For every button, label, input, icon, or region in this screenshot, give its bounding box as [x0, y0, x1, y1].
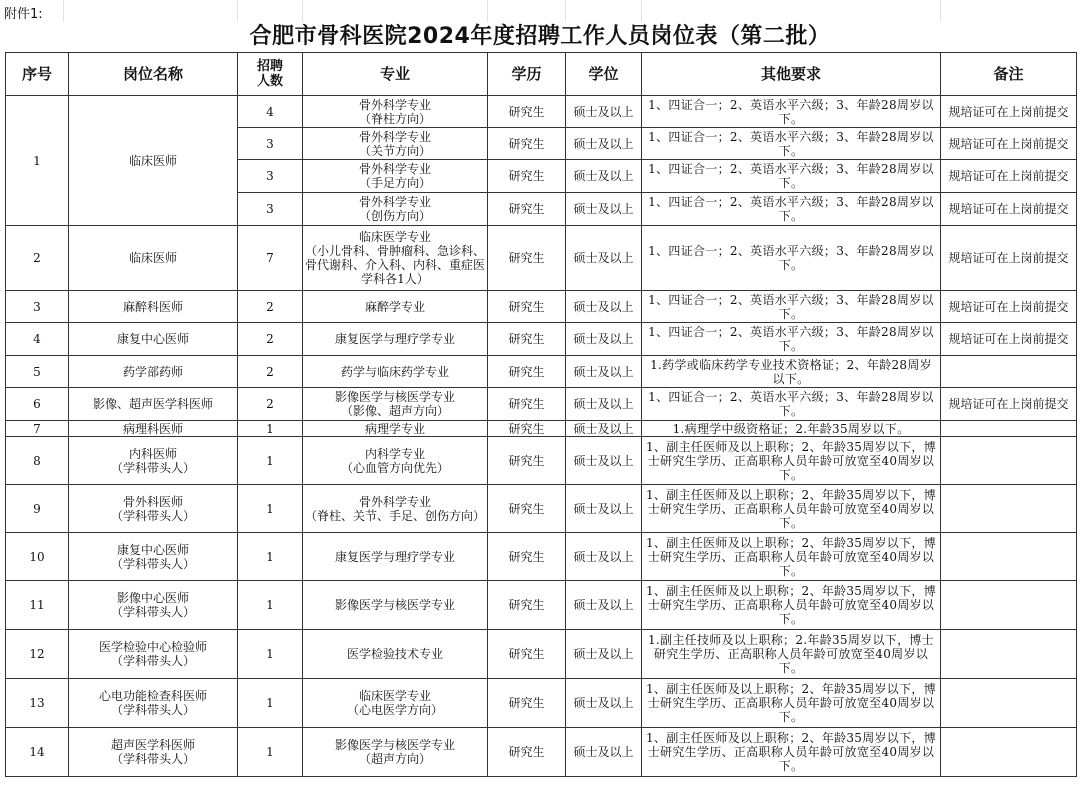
table-row: [6, 96, 1077, 128]
cell-education: 研究生: [488, 437, 566, 485]
cell-degree: 硕士及以上: [566, 581, 642, 630]
col-header-count: 招聘 人数: [238, 53, 303, 96]
cell-major: 临床医学专业 （小儿骨科、骨肿瘤科、急诊科、骨代谢科、介入科、内科、重症医学科各1人）: [303, 226, 488, 291]
cell-count: 2: [238, 291, 303, 323]
col-header-degree: 学位: [566, 53, 642, 96]
cell-requirements: 1、四证合一；2、英语水平六级；3、年龄28周岁以下。: [642, 160, 941, 193]
col-header-requirements: 其他要求: [642, 53, 941, 96]
cell-requirements: 1、四证合一；2、英语水平六级；3、年龄28周岁以下。: [642, 96, 941, 128]
cell-education: 研究生: [488, 96, 566, 128]
cell-education: 研究生: [488, 193, 566, 226]
cell-requirements: 1、副主任医师及以上职称；2、年龄35周岁以下，博士研究生学历、正高职称人员年龄可放宽至40周岁以下。: [642, 437, 941, 485]
page-title: 合肥市骨科医院2024年度招聘工作人员岗位表（第二批）: [249, 24, 831, 49]
cell-count: 1: [238, 437, 303, 485]
cell-post: 骨外科医师 （学科带头人）: [69, 485, 238, 533]
cell-requirements: 1、四证合一；2、英语水平六级；3、年龄28周岁以下。: [642, 226, 941, 291]
cell-notes: [941, 421, 1077, 437]
cell-education: 研究生: [488, 291, 566, 323]
cell-requirements: 1.副主任技师及以上职称；2.年龄35周岁以下，博士研究生学历、正高职称人员年龄可放宽至40周岁以下。: [642, 630, 941, 679]
cell-degree: 硕士及以上: [566, 160, 642, 193]
cell-post: 内科医师 （学科带头人）: [69, 437, 238, 485]
cell-major: 临床医学专业 （心电医学方向）: [303, 679, 488, 728]
cell-degree: 硕士及以上: [566, 630, 642, 679]
cell-notes: [941, 485, 1077, 533]
table-row: [6, 485, 1077, 533]
table-row: [6, 226, 1077, 291]
cell-education: 研究生: [488, 679, 566, 728]
cell-no: 7: [6, 421, 69, 437]
cell-post: 临床医师: [69, 96, 238, 226]
cell-no: 3: [6, 291, 69, 323]
cell-notes: 规培证可在上岗前提交: [941, 323, 1077, 356]
cell-major: 影像医学与核医学专业 （影像、超声方向）: [303, 388, 488, 421]
cell-notes: 规培证可在上岗前提交: [941, 160, 1077, 193]
cell-degree: 硕士及以上: [566, 533, 642, 581]
cell-notes: [941, 630, 1077, 679]
cell-no: 6: [6, 388, 69, 421]
cell-no: 8: [6, 437, 69, 485]
col-header-education: 学历: [488, 53, 566, 96]
cell-requirements: 1、副主任医师及以上职称；2、年龄35周岁以下，博士研究生学历、正高职称人员年龄可放宽至40周岁以下。: [642, 581, 941, 630]
cell-degree: 硕士及以上: [566, 291, 642, 323]
cell-notes: [941, 728, 1077, 777]
cell-post: 康复中心医师 （学科带头人）: [69, 533, 238, 581]
cell-count: 1: [238, 728, 303, 777]
cell-major: 康复医学与理疗学专业: [303, 533, 488, 581]
cell-no: 4: [6, 323, 69, 356]
cell-requirements: 1.病理学中级资格证；2.年龄35周岁以下。: [642, 421, 941, 437]
cell-notes: [941, 437, 1077, 485]
col-header-no: 序号: [6, 53, 69, 96]
cell-education: 研究生: [488, 485, 566, 533]
cell-no: 5: [6, 356, 69, 388]
cell-notes: [941, 356, 1077, 388]
cell-count: 1: [238, 533, 303, 581]
header-row: [6, 53, 1077, 96]
cell-education: 研究生: [488, 728, 566, 777]
cell-notes: 规培证可在上岗前提交: [941, 128, 1077, 160]
table-row: [6, 421, 1077, 437]
spreadsheet-gridlines: [0, 0, 1080, 22]
cell-degree: 硕士及以上: [566, 128, 642, 160]
cell-education: 研究生: [488, 533, 566, 581]
cell-requirements: 1、四证合一；2、英语水平六级；3、年龄28周岁以下。: [642, 193, 941, 226]
table-row: [6, 728, 1077, 777]
cell-post: 超声医学科医师 （学科带头人）: [69, 728, 238, 777]
table-row: [6, 679, 1077, 728]
table-row: [6, 291, 1077, 323]
cell-notes: 规培证可在上岗前提交: [941, 193, 1077, 226]
cell-count: 1: [238, 630, 303, 679]
cell-degree: 硕士及以上: [566, 323, 642, 356]
cell-education: 研究生: [488, 128, 566, 160]
cell-major: 骨外科学专业 （手足方向）: [303, 160, 488, 193]
cell-post: 心电功能检查科医师 （学科带头人）: [69, 679, 238, 728]
cell-count: 1: [238, 581, 303, 630]
cell-major: 骨外科学专业 （关节方向）: [303, 128, 488, 160]
cell-degree: 硕士及以上: [566, 388, 642, 421]
cell-count: 3: [238, 193, 303, 226]
table-row: [6, 356, 1077, 388]
cell-no: 14: [6, 728, 69, 777]
cell-post: 麻醉科医师: [69, 291, 238, 323]
cell-count: 7: [238, 226, 303, 291]
cell-requirements: 1、四证合一；2、英语水平六级；3、年龄28周岁以下。: [642, 128, 941, 160]
cell-education: 研究生: [488, 226, 566, 291]
table-row: [6, 630, 1077, 679]
cell-post: 康复中心医师: [69, 323, 238, 356]
cell-count: 2: [238, 323, 303, 356]
cell-degree: 硕士及以上: [566, 437, 642, 485]
cell-no: 11: [6, 581, 69, 630]
table-row: [6, 581, 1077, 630]
cell-degree: 硕士及以上: [566, 193, 642, 226]
cell-requirements: 1、副主任医师及以上职称；2、年龄35周岁以下，博士研究生学历、正高职称人员年龄可放宽至40周岁以下。: [642, 485, 941, 533]
cell-count: 1: [238, 679, 303, 728]
cell-major: 麻醉学专业: [303, 291, 488, 323]
cell-requirements: 1、副主任医师及以上职称；2、年龄35周岁以下，博士研究生学历、正高职称人员年龄可放宽至40周岁以下。: [642, 533, 941, 581]
cell-count: 3: [238, 160, 303, 193]
table-row: [6, 388, 1077, 421]
cell-major: 骨外科学专业 （脊柱方向）: [303, 96, 488, 128]
cell-notes: 规培证可在上岗前提交: [941, 226, 1077, 291]
cell-education: 研究生: [488, 160, 566, 193]
cell-degree: 硕士及以上: [566, 421, 642, 437]
recruitment-table: [5, 52, 1077, 777]
cell-no: 1: [6, 96, 69, 226]
table-row: [6, 533, 1077, 581]
cell-degree: 硕士及以上: [566, 96, 642, 128]
col-header-post: 岗位名称: [69, 53, 238, 96]
cell-notes: [941, 533, 1077, 581]
cell-degree: 硕士及以上: [566, 728, 642, 777]
cell-notes: 规培证可在上岗前提交: [941, 291, 1077, 323]
cell-post: 临床医师: [69, 226, 238, 291]
cell-requirements: 1、四证合一；2、英语水平六级；3、年龄28周岁以下。: [642, 291, 941, 323]
cell-post: 药学部药师: [69, 356, 238, 388]
cell-degree: 硕士及以上: [566, 356, 642, 388]
table-row: [6, 323, 1077, 356]
cell-major: 内科学专业 （心血管方向优先）: [303, 437, 488, 485]
cell-count: 2: [238, 356, 303, 388]
cell-notes: 规培证可在上岗前提交: [941, 388, 1077, 421]
cell-education: 研究生: [488, 630, 566, 679]
cell-requirements: 1、副主任医师及以上职称；2、年龄35周岁以下，博士研究生学历、正高职称人员年龄可放宽至40周岁以下。: [642, 679, 941, 728]
col-header-major: 专业: [303, 53, 488, 96]
cell-requirements: 1、四证合一；2、英语水平六级；3、年龄28周岁以下。: [642, 388, 941, 421]
cell-notes: 规培证可在上岗前提交: [941, 96, 1077, 128]
cell-major: 骨外科学专业 （脊柱、关节、手足、创伤方向）: [303, 485, 488, 533]
cell-no: 13: [6, 679, 69, 728]
cell-major: 病理学专业: [303, 421, 488, 437]
cell-count: 4: [238, 96, 303, 128]
cell-count: 1: [238, 421, 303, 437]
table-row: [6, 437, 1077, 485]
cell-major: 骨外科学专业 （创伤方向）: [303, 193, 488, 226]
cell-no: 2: [6, 226, 69, 291]
cell-count: 1: [238, 485, 303, 533]
col-header-notes: 备注: [941, 53, 1077, 96]
cell-education: 研究生: [488, 581, 566, 630]
cell-degree: 硕士及以上: [566, 226, 642, 291]
cell-post: 病理科医师: [69, 421, 238, 437]
cell-no: 12: [6, 630, 69, 679]
cell-major: 康复医学与理疗学专业: [303, 323, 488, 356]
cell-degree: 硕士及以上: [566, 679, 642, 728]
cell-degree: 硕士及以上: [566, 485, 642, 533]
cell-notes: [941, 679, 1077, 728]
cell-major: 医学检验技术专业: [303, 630, 488, 679]
cell-education: 研究生: [488, 356, 566, 388]
cell-post: 影像中心医师 （学科带头人）: [69, 581, 238, 630]
cell-major: 影像医学与核医学专业 （超声方向）: [303, 728, 488, 777]
cell-requirements: 1、四证合一；2、英语水平六级；3、年龄28周岁以下。: [642, 323, 941, 356]
cell-major: 药学与临床药学专业: [303, 356, 488, 388]
cell-post: 医学检验中心检验师 （学科带头人）: [69, 630, 238, 679]
cell-no: 10: [6, 533, 69, 581]
cell-count: 2: [238, 388, 303, 421]
cell-education: 研究生: [488, 421, 566, 437]
cell-education: 研究生: [488, 388, 566, 421]
cell-post: 影像、超声医学科医师: [69, 388, 238, 421]
cell-requirements: 1.药学或临床药学专业技术资格证；2、年龄28周岁以下。: [642, 356, 941, 388]
cell-major: 影像医学与核医学专业: [303, 581, 488, 630]
cell-education: 研究生: [488, 323, 566, 356]
cell-requirements: 1、副主任医师及以上职称；2、年龄35周岁以下，博士研究生学历、正高职称人员年龄可放宽至40周岁以下。: [642, 728, 941, 777]
cell-count: 3: [238, 128, 303, 160]
cell-no: 9: [6, 485, 69, 533]
attachment-label: 附件1:: [4, 7, 43, 22]
cell-notes: [941, 581, 1077, 630]
